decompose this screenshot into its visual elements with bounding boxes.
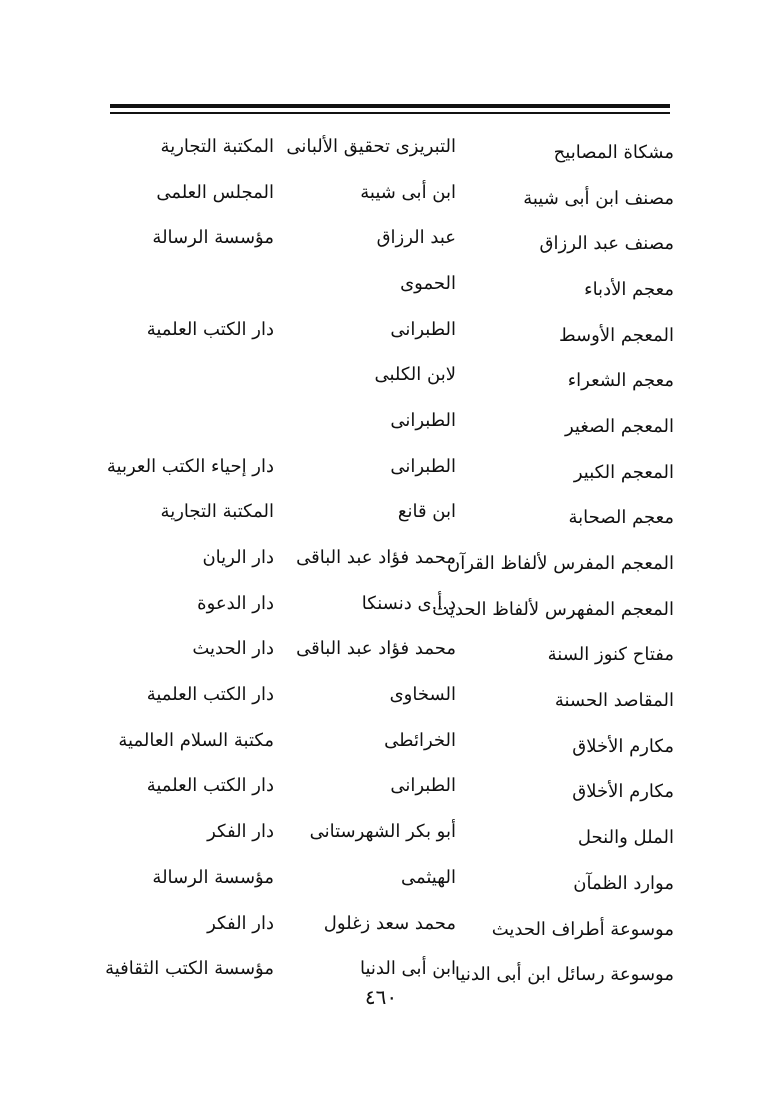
book-publisher: مؤسسة الرسالة bbox=[152, 866, 274, 888]
book-publisher: مكتبة السلام العالمية bbox=[118, 729, 274, 751]
book-title: مكارم الأخلاق bbox=[572, 781, 674, 803]
book-title: موسوعة أطراف الحديث bbox=[491, 918, 674, 940]
book-title: مكارم الأخلاق bbox=[572, 735, 674, 757]
book-publisher: المكتبة التجارية bbox=[160, 135, 274, 157]
book-title: معجم الصحابة bbox=[568, 507, 674, 529]
book-author: الطبرانى bbox=[390, 409, 456, 431]
book-author: محمد فؤاد عبد الباقى bbox=[296, 547, 456, 569]
book-author: عبد الرزاق bbox=[376, 227, 456, 249]
list-item bbox=[108, 307, 674, 353]
list-item bbox=[108, 490, 674, 536]
list-item bbox=[108, 855, 674, 901]
book-title: مشكاة المصابيح bbox=[553, 141, 674, 163]
book-title: الملل والنحل bbox=[577, 827, 674, 849]
book-publisher: المكتبة التجارية bbox=[160, 501, 274, 523]
book-publisher: دار الدعوة bbox=[197, 592, 274, 614]
list-item bbox=[108, 809, 674, 855]
book-title: مصنف ابن أبى شيبة bbox=[523, 187, 674, 209]
book-author: محمد سعد زغلول bbox=[323, 912, 456, 934]
list-item bbox=[108, 764, 674, 810]
book-author: ابن أبى شيبة bbox=[360, 181, 456, 203]
book-author: الطبرانى bbox=[390, 318, 456, 340]
book-publisher: دار الفكر bbox=[207, 821, 274, 843]
list-item bbox=[108, 718, 674, 764]
book-author: الحموى bbox=[400, 272, 456, 294]
book-publisher: المجلس العلمى bbox=[156, 181, 274, 203]
book-author: لابن الكلبى bbox=[374, 364, 456, 386]
header-rule-thin bbox=[110, 112, 670, 114]
book-publisher: دار الحديث bbox=[192, 638, 274, 660]
book-author: السخاوى bbox=[389, 684, 456, 706]
book-publisher: دار الفكر bbox=[207, 912, 274, 934]
list-item bbox=[108, 215, 674, 261]
book-title: معجم الشعراء bbox=[567, 370, 674, 392]
list-item bbox=[108, 352, 674, 398]
list-item bbox=[108, 170, 674, 216]
list-item bbox=[108, 672, 674, 718]
list-item bbox=[108, 261, 674, 307]
book-publisher: دار الريان bbox=[202, 547, 274, 569]
book-title: مصنف عبد الرزاق bbox=[539, 233, 674, 255]
book-title: مفتاح كنوز السنة bbox=[547, 644, 674, 666]
book-title: معجم الأدباء bbox=[584, 278, 674, 300]
book-author: محمد فؤاد عبد الباقى bbox=[296, 638, 456, 660]
book-author: التبريزى تحقيق الألبانى bbox=[286, 135, 456, 157]
list-item bbox=[108, 627, 674, 673]
book-author: الخرائطى bbox=[384, 729, 456, 751]
book-title: المعجم الكبير bbox=[573, 461, 674, 483]
book-publisher: مؤسسة الرسالة bbox=[152, 227, 274, 249]
book-publisher: دار الكتب العلمية bbox=[146, 775, 274, 797]
list-item bbox=[108, 124, 674, 170]
book-title: المعجم المفهرس لألفاظ الحديث bbox=[432, 598, 674, 620]
book-author: ابن قانع bbox=[397, 501, 456, 523]
book-title: المقاصد الحسنة bbox=[554, 690, 674, 712]
book-title: المعجم المفرس لألفاظ القرآن bbox=[447, 553, 674, 575]
book-publisher: دار إحياء الكتب العربية bbox=[106, 455, 274, 477]
page-number: ٤٦٠ bbox=[364, 985, 398, 1009]
book-author: الطبرانى bbox=[390, 775, 456, 797]
list-item bbox=[108, 398, 674, 444]
list-item bbox=[108, 581, 674, 627]
book-author: الطبرانى bbox=[390, 455, 456, 477]
list-item bbox=[108, 535, 674, 581]
header-rule-thick bbox=[110, 104, 670, 108]
book-publisher: دار الكتب العلمية bbox=[146, 318, 274, 340]
book-title: المعجم الأوسط bbox=[558, 324, 674, 346]
book-publisher: دار الكتب العلمية bbox=[146, 684, 274, 706]
book-title: موسوعة رسائل ابن أبى الدنيا bbox=[454, 964, 674, 986]
book-author: الهيثمى bbox=[400, 866, 456, 888]
book-author: د.أ.ى دنسنكا bbox=[361, 592, 456, 614]
bibliography-list bbox=[105, 124, 674, 992]
list-item bbox=[108, 901, 674, 947]
book-title: موارد الظمآن bbox=[573, 872, 674, 894]
book-title: المعجم الصغير bbox=[564, 415, 674, 437]
book-author: ابن أبى الدنيا bbox=[359, 958, 456, 980]
list-item bbox=[108, 444, 674, 490]
book-publisher: مؤسسة الكتب الثقافية bbox=[105, 958, 274, 980]
book-author: أبو بكر الشهرستانى bbox=[309, 821, 456, 843]
